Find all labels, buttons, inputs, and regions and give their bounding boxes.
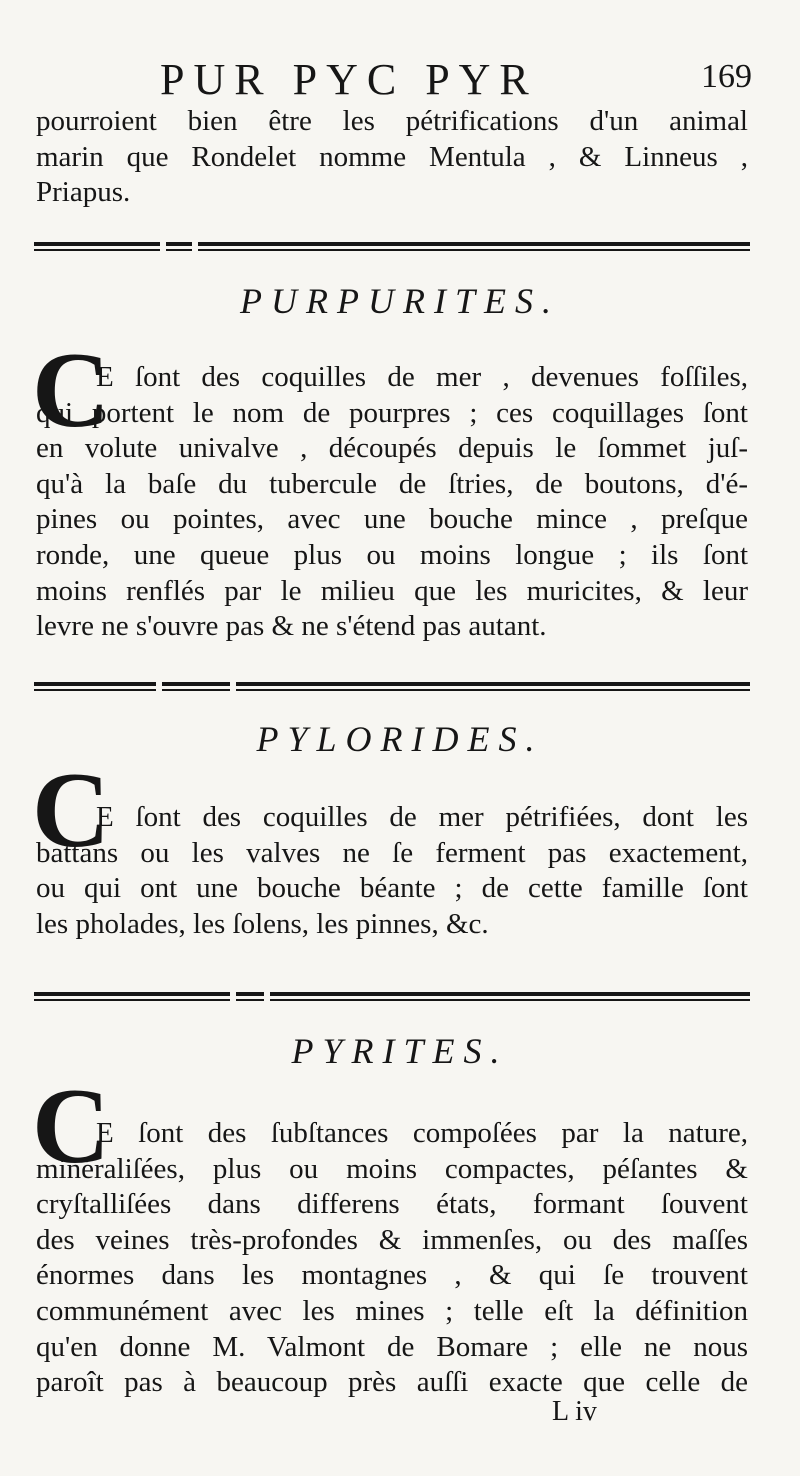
text-line: communément avec les mines ; telle eſt la définition [36,1294,748,1327]
text-line: battans ou les valves ne ſe ferment pas exactement, [36,836,748,869]
page-header [36,54,752,106]
section-divider [34,242,750,251]
text-line: qu'à la baſe du tubercule de ſtries, de boutons, d'é- [36,467,748,500]
text-line: qu'en donne M. Valmont de Bomare ; elle ne nous [36,1330,748,1363]
drop-cap: C [32,1067,110,1186]
text-line: Priapus. [36,176,131,209]
text-line: énormes dans les montagnes , & qui ſe trouvent [36,1259,748,1292]
text-line: ronde, une queue plus ou moins longue ; ils ſont [36,538,748,571]
text-line: marin que Rondelet nomme Mentula , & Linneus , [36,140,748,173]
section-heading: PYRITES. [291,1031,509,1071]
catchword-signature: L iv [552,1396,597,1427]
text-line: levre ne s'ouvre pas & ne s'étend pas autant. [36,610,547,643]
text-line: cryſtalliſées dans differens états, formant ſouvent [36,1188,748,1221]
section-paragraph [36,360,748,645]
text-line: pourroient bien être les pétrifications d'un animal [36,105,748,137]
drop-cap: C [32,751,110,870]
section-divider [34,992,750,1001]
text-line: E ſont des ſubſtances compoſées par la nature, [96,1117,748,1149]
section-divider [34,682,750,691]
text-line: les pholades, les ſolens, les pinnes, &c. [36,907,489,940]
section-heading: PYLORIDES. [256,719,544,759]
page-number: 169 [701,58,752,95]
intro-paragraph [36,104,748,211]
section-paragraph [36,800,748,942]
section-paragraph [36,1116,748,1401]
text-line: moins renflés par le milieu que les muricites, & leur [36,574,748,607]
text-line: des veines très-profondes & immenſes, ou des maſſes [36,1223,748,1256]
drop-cap: C [32,331,110,450]
text-line: paroît pas à beaucoup près auſſi exacte que celle de [36,1366,748,1399]
text-line: pines ou pointes, avec une bouche mince , preſque [36,503,748,536]
text-line: E ſont des coquilles de mer pétrifiées, dont les [96,801,748,833]
text-line: en volute univalve , découpés depuis le ſommet juſ- [36,432,748,465]
text-line: qui portent le nom de pourpres ; ces coquillages ſont [36,396,748,429]
text-line: ou qui ont une bouche béante ; de cette famille ſont [36,872,748,905]
running-head: PUR PYC PYR [160,55,538,104]
text-line: minéraliſées, plus ou moins compactes, péſantes & [36,1152,748,1185]
text-line: E ſont des coquilles de mer , devenues foſſiles, [96,361,748,393]
section-heading: PURPURITES. [240,281,560,321]
